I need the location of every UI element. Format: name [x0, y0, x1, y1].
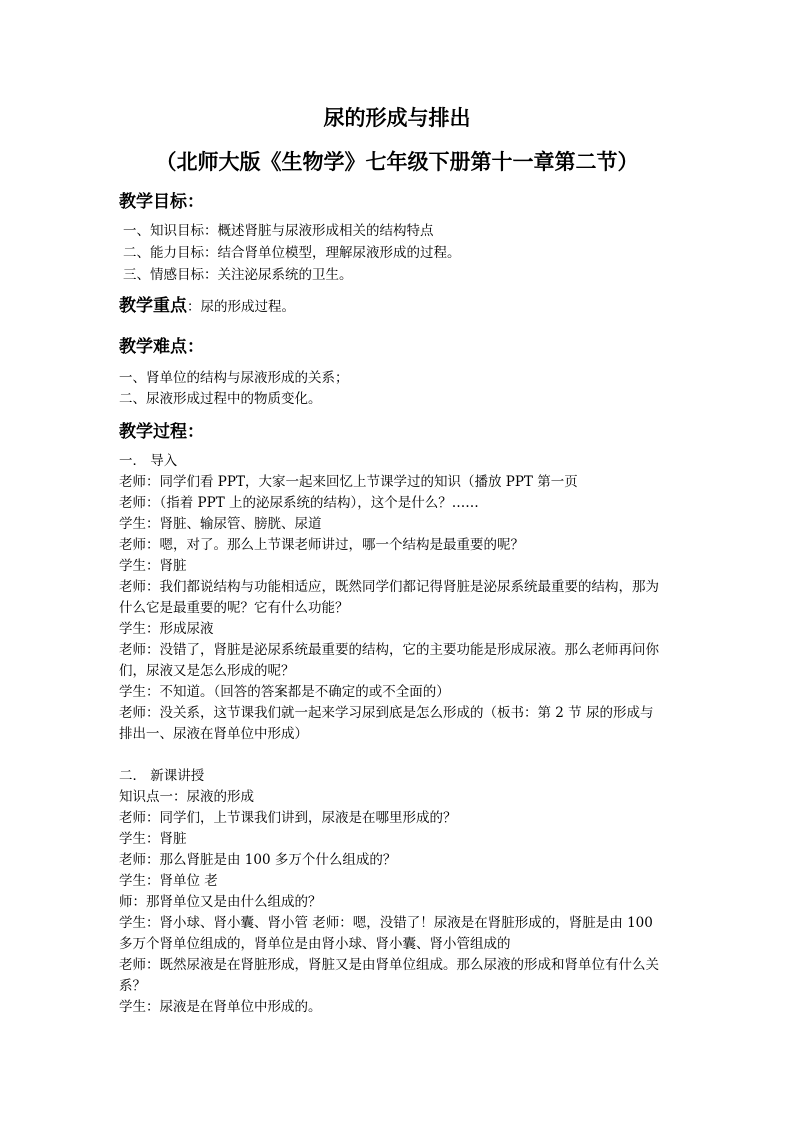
process-line: 老师：同学们看 PPT，大家一起来回忆上节课学过的知识（播放 PPT 第一页 [119, 474, 578, 490]
document-subtitle: （北师大版《生物学》七年级下册第十一章第二节） [155, 149, 639, 174]
process-line: 老师：（指着 PPT 上的泌尿系统的结构），这个是什么？…… [119, 495, 479, 511]
process-line: 学生：肾脏、输尿管、膀胱、尿道 [119, 516, 322, 532]
key-point-heading: 教学重点 [119, 296, 187, 316]
process-line: 老师：同学们，上节课我们讲到，尿液是在哪里形成的？ [119, 810, 457, 826]
objective-item: 二、能力目标：结合肾单位模型，理解尿液形成的过程。 [123, 245, 461, 261]
process-heading: 教学过程： [119, 422, 204, 442]
key-point-line [119, 295, 295, 318]
process-line: 排出一、尿液在肾单位中形成） [119, 726, 308, 742]
process-line: 学生：形成尿液 [119, 621, 214, 637]
process-line: 学生：肾脏 [119, 558, 187, 574]
process-line: 学生：尿液是在肾单位中形成的。 [119, 999, 322, 1015]
process-line: 老师：既然尿液是在肾脏形成，肾脏又是由肾单位组成。那么尿液的形成和肾单位有什么关 [119, 957, 659, 973]
process-line: 学生：肾脏 [119, 831, 187, 847]
process-line: 老师：没错了，肾脏是泌尿系统最重要的结构，它的主要功能是形成尿液。那么老师再问你 [119, 642, 659, 658]
process-line: 学生：肾小球、肾小囊、肾小管 老师：嗯，没错了！尿液是在肾脏形成的，肾脏是由 100 [119, 915, 653, 931]
process-line: 老师：我们都说结构与功能相适应，既然同学们都记得肾脏是泌尿系统最重要的结构，那为 [119, 579, 659, 595]
difficulty-item: 二、尿液形成过程中的物质变化。 [119, 391, 322, 407]
process-line: 一． 导入 [119, 453, 178, 469]
process-line: 们，尿液又是怎么形成的呢？ [119, 663, 295, 679]
key-point-text: ：尿的形成过程。 [187, 299, 295, 315]
process-line: 老师：那么肾脏是由 100 多万个什么组成的？ [119, 852, 397, 868]
objectives-heading: 教学目标： [119, 192, 204, 212]
difficulty-item: 一、肾单位的结构与尿液形成的关系； [119, 370, 349, 386]
process-line: 老师：嗯，对了。那么上节课老师讲过，哪一个结构是最重要的呢？ [119, 537, 524, 553]
difficulty-heading: 教学难点： [119, 337, 204, 357]
process-line: 学生：肾单位 老 [119, 873, 218, 889]
process-line: 知识点一：尿液的形成 [119, 789, 254, 805]
process-line: 学生：不知道。（回答的答案都是不确定的或不全面的） [119, 684, 450, 700]
process-line: 什么它是最重要的呢？它有什么功能？ [119, 600, 349, 616]
process-line: 老师：没关系，这节课我们就一起来学习尿到底是怎么形成的（板书：第 2 节 尿的形成与 [119, 705, 654, 721]
process-line: 系？ [119, 978, 146, 994]
objective-item: 一、知识目标：概述肾脏与尿液形成相关的结构特点 [123, 223, 434, 239]
process-line: 师：那肾单位又是由什么组成的？ [119, 894, 322, 910]
document-title: 尿的形成与排出 [323, 105, 471, 130]
process-line: 二． 新课讲授 [119, 768, 205, 784]
objective-item: 三、情感目标：关注泌尿系统的卫生。 [123, 267, 353, 283]
process-line: 多万个肾单位组成的，肾单位是由肾小球、肾小囊、肾小管组成的 [119, 936, 511, 952]
